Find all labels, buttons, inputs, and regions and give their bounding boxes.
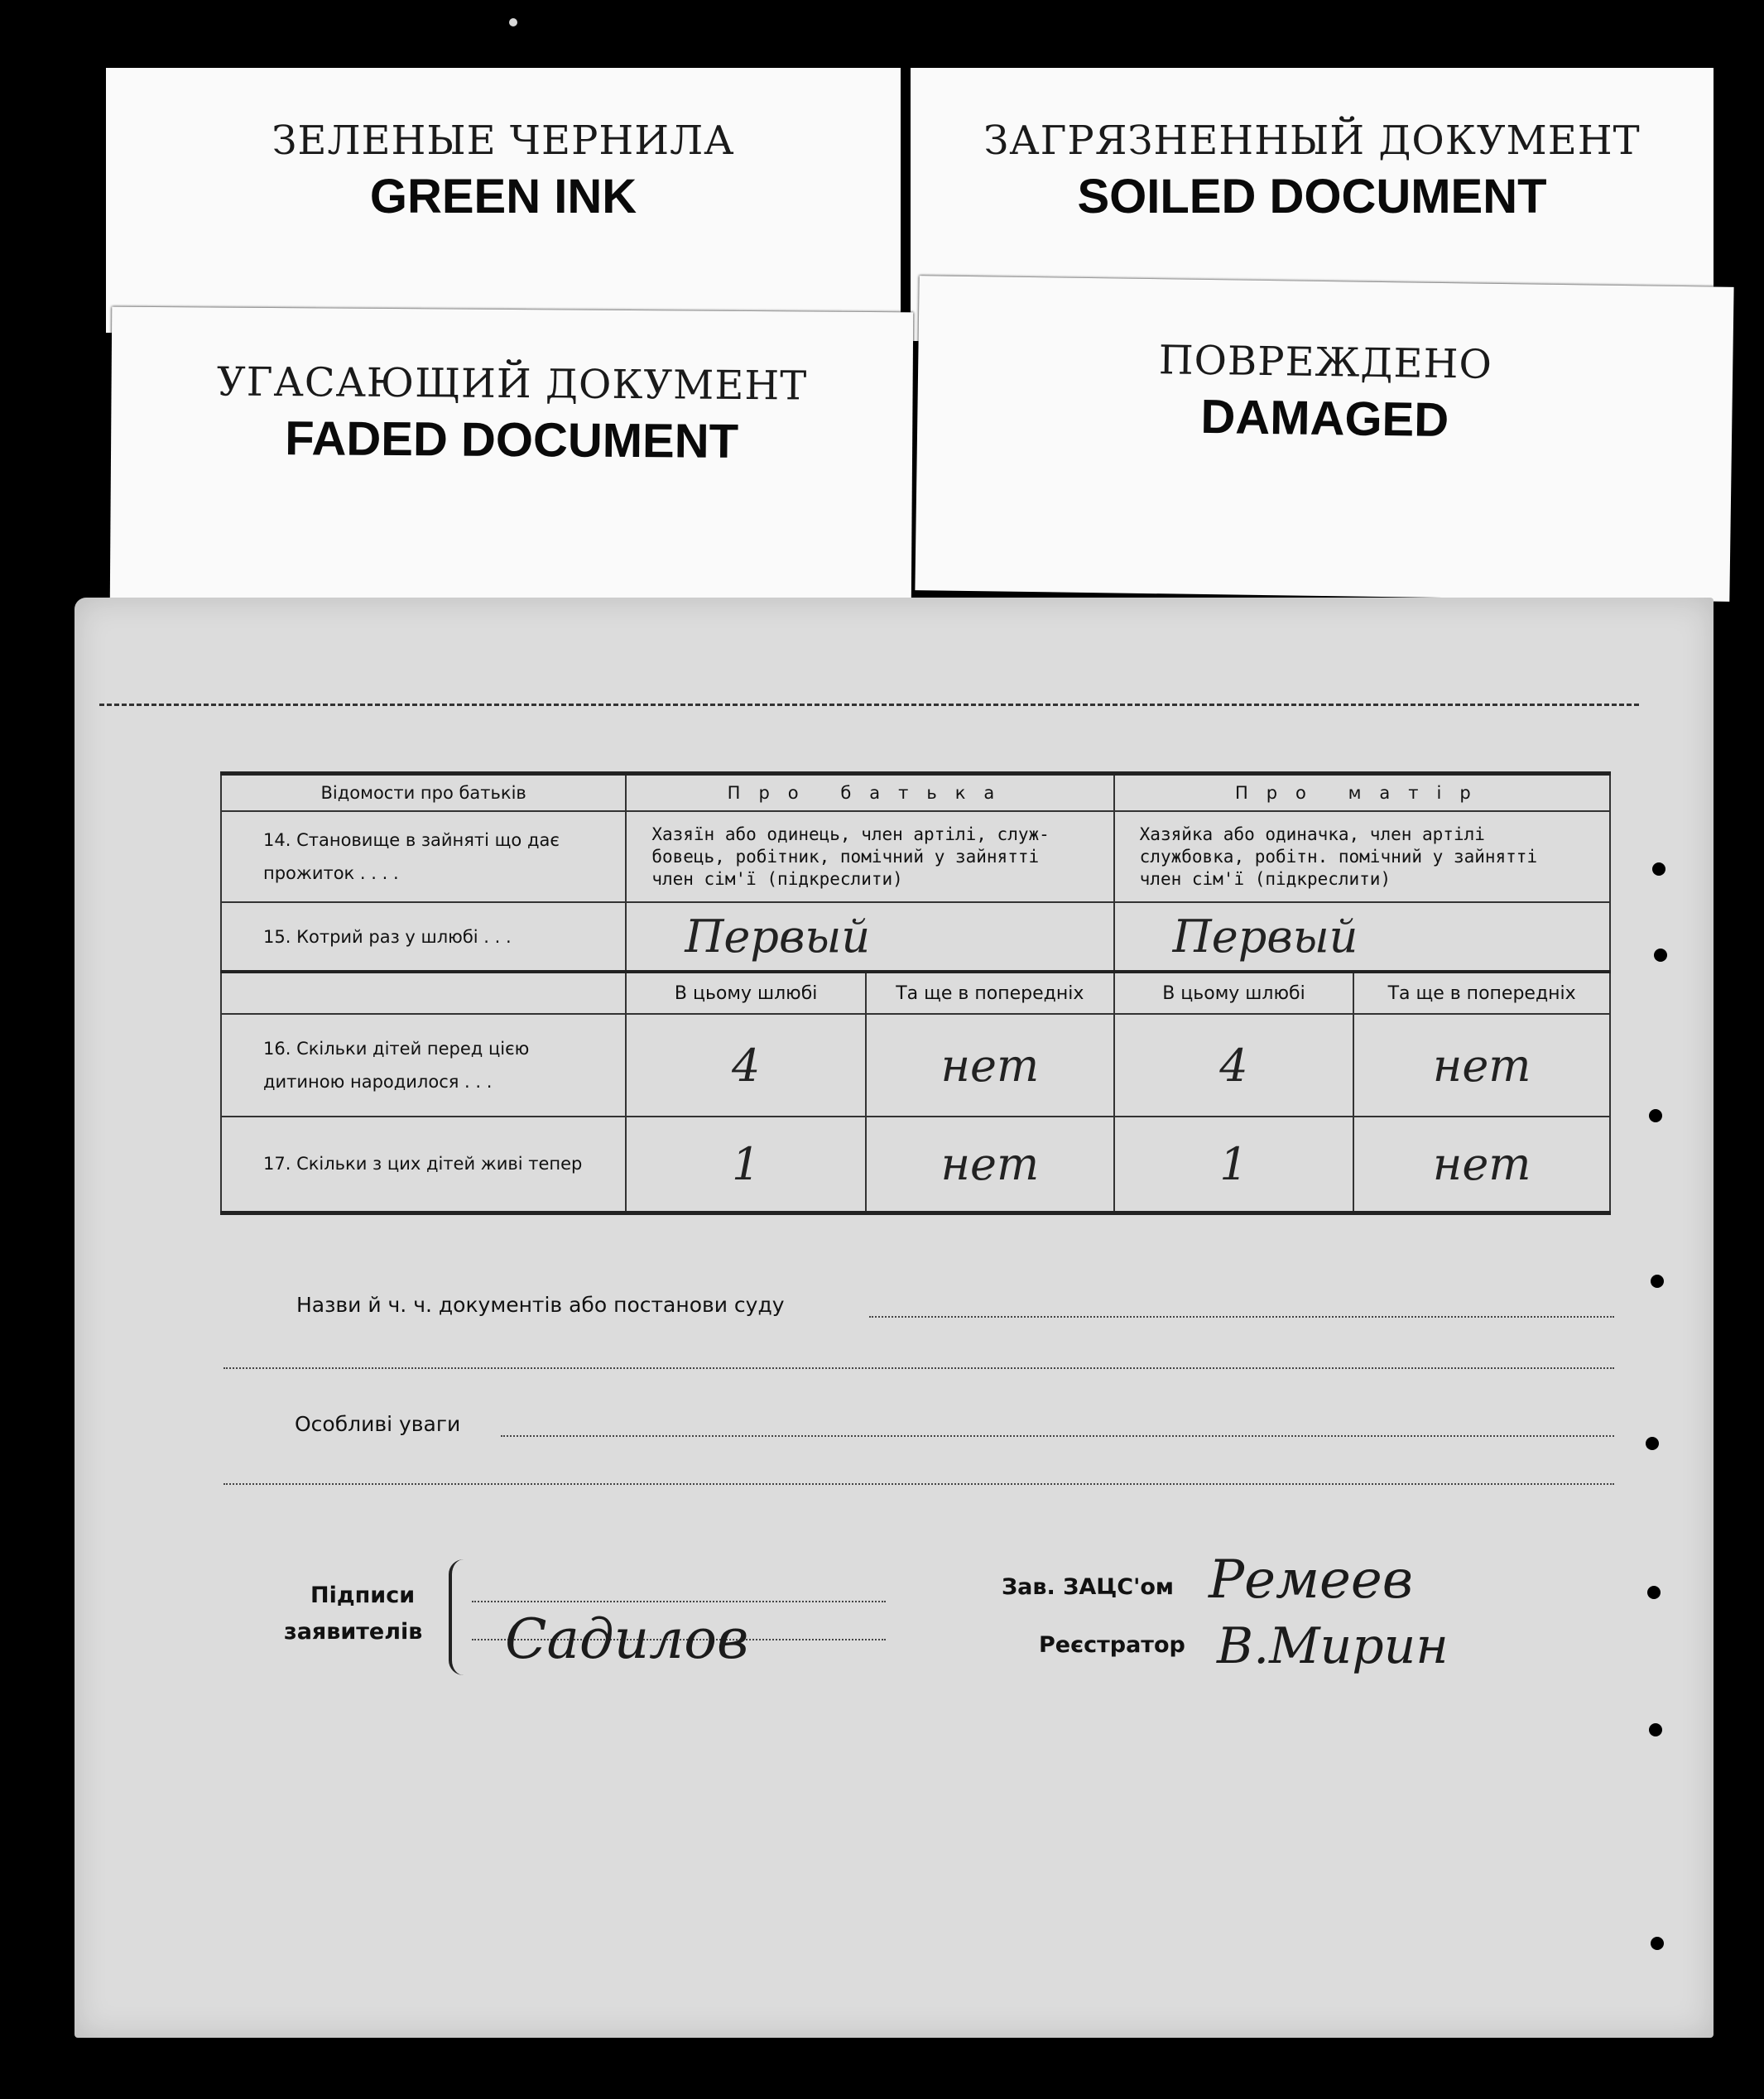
row16-father-prev: нет [866,1014,1114,1117]
dust-mark [509,18,517,26]
soiled-en: SOILED DOCUMENT [1077,170,1547,223]
notes-label: Особливі уваги [295,1412,461,1436]
punch-hole [1651,1937,1664,1950]
row15-label: 15. Котрий раз у шлюбі . . . [221,902,626,972]
subheader-spacer [221,972,626,1014]
punch-hole [1652,862,1665,876]
row17-mother-prev: нет [1353,1117,1610,1213]
damaged-ru: ПОВРЕЖДЕНО [1158,337,1493,388]
faded-ru: УГАСАЮЩИЙ ДОКУМЕНТ [216,358,808,410]
subheader-mother-this: В цьому шлюбі [1114,972,1354,1014]
applicants-label-1: Підписи [310,1583,416,1608]
green-ink-card [106,68,901,333]
faded-document-card [110,307,913,611]
head-label: Зав. ЗАЦС'ом [1002,1574,1174,1600]
applicant-signature: Садилов [505,1607,749,1671]
punch-hole [1651,1275,1664,1288]
header-mother: Про матір [1114,774,1610,812]
header-parents-info: Відомости про батьків [221,774,626,812]
green-ink-en: GREEN INK [369,170,637,223]
row17-label: 17. Скільки з цих дітей живі тепер [221,1117,626,1213]
punch-hole [1649,1109,1662,1122]
row14-mother-options: Хазяйка або одиначка, член артілі службовка, робітн. помічний у зайнятті член сім'ї (підкреслити) [1114,811,1610,902]
registrar-label: Реєстратор [1039,1632,1185,1658]
punch-hole [1647,1586,1661,1599]
applicants-brace [449,1559,470,1675]
damaged-en: DAMAGED [1200,389,1449,448]
row17-mother-this: 1 [1114,1117,1354,1213]
subheader-mother-prev: Та ще в попередніх [1353,972,1610,1014]
registry-form-sheet [75,598,1714,2038]
parents-info-table [220,771,1611,1215]
soiled-ru: ЗАГРЯЗНЕННЫЙ ДОКУМЕНТ [983,118,1641,164]
row14-label: 14. Становище в зайняті що дає прожиток . . . . [221,811,626,902]
row17-father-prev: нет [866,1117,1114,1213]
damaged-card [915,276,1733,602]
row17-father-this: 1 [626,1117,866,1213]
green-ink-ru: ЗЕЛЕНЫЕ ЧЕРНИЛА [272,118,735,164]
notes-line-2 [224,1483,1614,1485]
documents-label: Назви й ч. ч. документів або постанови суду [296,1293,785,1317]
header-father: Про батька [626,774,1113,812]
faded-en: FADED DOCUMENT [285,411,739,468]
row16-father-this: 4 [626,1014,866,1117]
head-signature: Ремеев [1209,1549,1413,1611]
punch-hole [1654,949,1667,962]
tear-line [99,704,1639,706]
punch-hole [1646,1437,1659,1450]
applicants-label-2: заявителів [284,1619,423,1645]
subheader-father-prev: Та ще в попередніх [866,972,1114,1014]
documents-line-2 [224,1367,1614,1369]
row14-father-options: Хазяїн або одинець, член артілі, служ- бовець, робітник, помічний у зайнятті член сім'ї (підкреслити) [626,811,1113,902]
registrar-signature: В.Мирин [1217,1617,1449,1675]
row16-label: 16. Скільки дітей перед цією дитиною народилося . . . [221,1014,626,1117]
punch-hole [1649,1723,1662,1736]
row16-mother-prev: нет [1353,1014,1610,1117]
row15-father-answer: Первый [626,902,1113,972]
documents-line-1 [869,1316,1614,1318]
row16-mother-this: 4 [1114,1014,1354,1117]
subheader-father-this: В цьому шлюбі [626,972,866,1014]
row15-mother-answer: Первый [1114,902,1610,972]
applicant-line-1 [472,1601,886,1602]
notes-line-1 [501,1435,1614,1437]
